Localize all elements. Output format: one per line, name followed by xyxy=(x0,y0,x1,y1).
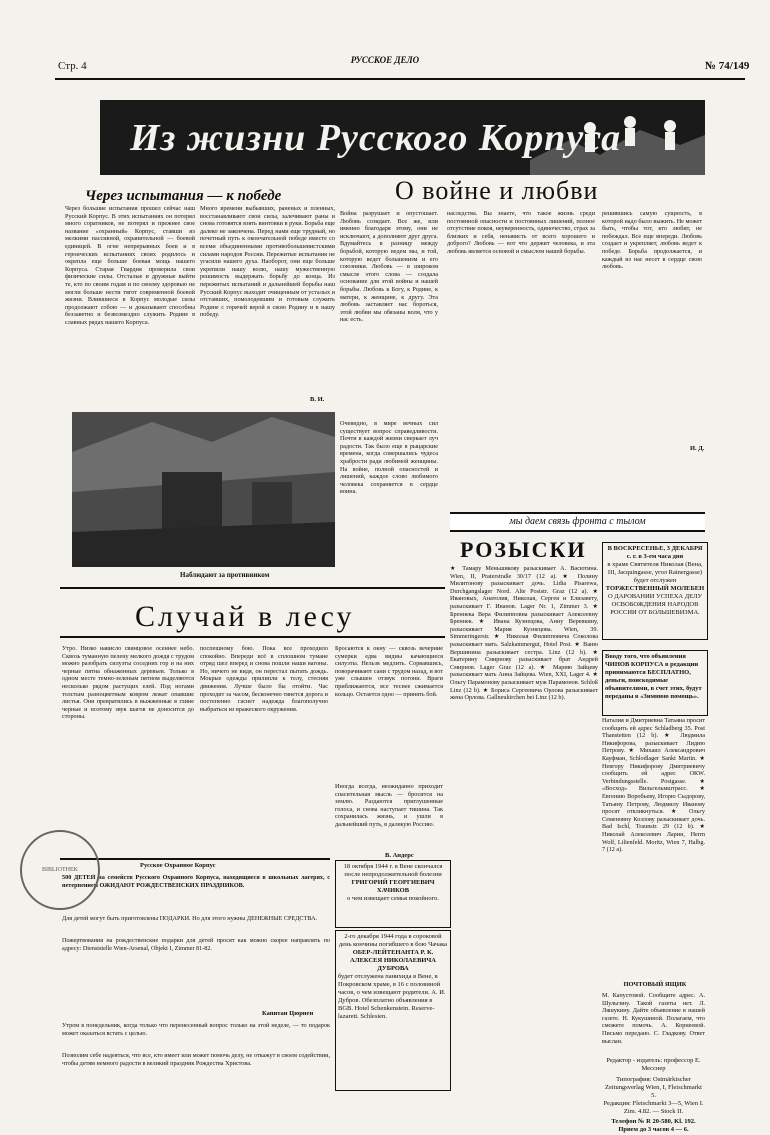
issue-number: № 74/149 xyxy=(705,60,750,72)
imprint-printer: Типография: Ostmärkischer Zeitungsverlag Wien, I, Fleischmarkt 5. xyxy=(605,1076,702,1099)
memorial-name: АЛЕКСЕЯ НИКОЛАЕВИЧА ДУБРОВА xyxy=(350,957,436,972)
service-notice xyxy=(602,542,708,640)
frontline-banner: мы даем связь фронта с тылом xyxy=(450,512,705,532)
article3-top-rule xyxy=(60,587,445,589)
article1-col2: Много времени выбывших, раненых и пленных, восстанавливают свои силы, залечивают раны и снова готовятся взять винтовки в руки. Борьба еще далеко не закончена. Перед нами еще трудный, но почетный путь к окончательной победе вместе со всеми объединенными противобольшевистскими силами народов России. Пережитые испытания не угасили нашего духа. Наоборот, они еще больше укрепили нашу волю, нашу мужественную решимость выдержать борьбу до конца. Из пережитых испытаний и дальнейшей борьбы наш Русский Корпус выходит очищенным от усталых и отставших, помолодевшим и готовым служить Родине с горячей верой в свою Родину и в нашу победу. xyxy=(200,205,335,319)
article2-col4: решившись самую сущность, в которой надо было выжить. Не может быть, чтобы тот, кто любит, не побеждал. Все еще впереди. Любовь создает и укрепляет, любовь ведет к победе. Борьба продолжается, и каждый из нас несет в сердце свою любовь. xyxy=(602,210,702,271)
article3-title: Случай в лесу xyxy=(135,600,355,633)
article3-signature: В. Андерс xyxy=(385,852,414,859)
photo-image xyxy=(72,412,335,567)
article1-signature: В. И. xyxy=(310,396,325,403)
library-stamp: BIBLIOTHEK xyxy=(20,830,100,910)
article3-col4: Иногда всегда, неожиданно приходит спасительная мысль — бросится на землю. Раздаются приглушенные голоса, и снова наступает тишина. Так сохранилась жизнь, и ушли в дальнейший путь, в далекую Россию. xyxy=(335,783,443,828)
service-line4: ТОРЖЕСТВЕННЫЙ МОЛЕБЕН xyxy=(605,585,705,592)
right-ads: Наталия и Дмитриевна Татьяна просит сообщить ей адрес Schladberg 35. Post Thanstetten (12 b). ★ Людмила Никифорова, разыскивает Лидию Петрову. ★ Михаил Александрович Кауфман, Schlodlager Sankt Martin. ★ Невгору Никифорову Дмитриевичу сообщить ей адрес ОКW. Verbindungsstelle. Postgasse. ★ «Восход» Вильгельмштрасс. ★ Евгению Воробьеву, Игорю Сыдорову, Татьяну Петрову, Людмилу Иванову просят откликнуться. ★ Ольгу Семеновну Козлову разыскивает дочь. Bad Ischl, Traunstr. 29 (12 b). ★ Николай Алексеевич Ларин, Herrn Wolf, Lilienfeld. Moritz, Wien 7, Halbg. 7 (12 a). xyxy=(602,717,705,854)
section-banner xyxy=(100,100,705,175)
article2-title: О войне и любви xyxy=(395,176,599,205)
photo-caption: Наблюдают за противником xyxy=(180,571,270,579)
rozyski-text: ★ Тамару Меньшикову разыскивает А. Васютина. Wien, II, Praterstraße 30/17 (12 a). ★ Полину Милитонову разыскивает дочь. Lidia Pisarewa, Durchgangslager Nord. Alte Poststr. Graz (12 a). ★ Ивановых, Анатолия, Николая, Сергея и Елизавету, разыскивает Г. Иванов. Lager Nr. 1, Zimmer 3. ★ Бреннека Вера Филипповна разыскивает Алексеевну Бреннек. ★ Ивана Кузнецова, Анну Веревкину, разыскивает Мария Кузнецова. Wien, 39. Simmeringerstr. ★ Николая Филипповича Соколова разыскивает мать. Salzkammergut, Hotel Post. ★ Ваню Вершинина разыскивает сестра. Linz (12 b). ★ Екатерину Смирнову разыскивает брат Андрей Смирнов. Lager Graz (12 a). ★ Марию Зайцеву разыскивает мать Анна Зайцева. Wien, XXI, Lager 4. ★ Ольгу Парамонову разыскивает муж Парамонов. Schloß Linz (12 b). ★ Бориса Сергеевича Орлова разыскивает жена Орлова. Gallneukirchen bei Linz (12 b). xyxy=(450,565,598,702)
memorial-line1: 2-го декабря 1944 года в сороковой день кончины погибшего в бою Чачака xyxy=(338,933,448,948)
memorial-line2: будет отслужена панихида в Вене, в Покровском храме, в 16 с половиной часов, о чем извещают родители. А. И. Дубров. Обезплатно объявления в ВGВ. Hotel Schenkenstein. Reserve-lazarett. Schlesien. xyxy=(338,973,446,1020)
service-line2: в храме Святителя Николая (Вена, III, Jacquingasse, угол Rainergasse) xyxy=(607,561,703,576)
orphans-item3: Утром в понедельник, когда только что перенесенный вопрос только на этой неделе, — то подарок может оказаться встать с целью. xyxy=(62,1022,330,1037)
header-rule xyxy=(55,78,745,80)
article2-signature: И. Д. xyxy=(690,445,705,452)
article3-bottom-rule xyxy=(60,636,445,638)
page-number: Стр. 4 xyxy=(58,60,87,72)
article3-col2: поспешному бою. Пока все проходило спокойно. Впереди всё в сплошном тумане отряд шел вперед и снова пошли наши вагоны. Но, ничего не видя, он перестал пытать дождь. Мокрые одежды прилипли к телу, стесняя движения. Лучше было бы отойти. Час проходит за часом, бесконечно тянется дорога и постепенно гаснет надежда благополучно выбраться из вражеского окружения. xyxy=(200,645,328,713)
free-ads-notice: Вводу того, что объявления ЧИНОВ КОРПУСА в редакции принимаются БЕСПЛАТНО, деньги, поискодимые объявителями, в счет этих, будут переданы в «Зимнюю помощь». xyxy=(602,650,708,716)
service-line1: В ВОСКРЕСЕНЬЕ, 3 ДЕКАБРЯ с. г. в 3-ем часа дня xyxy=(607,545,703,560)
article3-col3: Бросаются к окну — сквозь вечерние сумерки едва видны качающиеся силуэты. Нельзя медлить. Сорвавшись, поворачивают сани с трудом назад, и вот уже слышен отзвук погони. Враги приближаются, все теснее сжимается кольцо. Остается одно — принять бой. xyxy=(335,645,443,698)
imprint-editor: Редактор - издатель: профессор Е. Месснер xyxy=(606,1057,701,1072)
imprint-redaction: Редакция: Fleischmarkt 3—5, Wien I. Zim. 4.82. — Stock II. xyxy=(603,1100,704,1115)
article1-col1: Через большие испытания прошел сейчас наш Русский Корпус. В этих испытаниях он потерял много соратников, не потерял и прежнее свое название «охранный» Корпус, ставши из мелкими пассивной, охранительной — боевой единицей. В огне непрерывных боев и в героических испытаниях своих родилось и окрепла еще больше боевая мощь нашего Корпуса. Старая Гвардия проверила свои физические силы. Отсталые и дружные выйти те, кто по своим годам и по своему здоровью не могли больше нести тягот современной боевой жизни. Влившиеся в Корпус молодые силы продолжают собою — и доказывают способны беззаветно и безвозмездно служить Родине в славных рядах нашего Корпуса. xyxy=(65,205,195,326)
orphans-signature: Капитан Цюрнен xyxy=(262,1010,314,1017)
service-line3: будет отслужен xyxy=(633,577,677,584)
orphans-item1: Для детей могут быть приготовлены ПОДАРКИ. Но для этого нужны ДЕНЕЖНЫЕ СРЕДСТВА. xyxy=(62,915,318,922)
imprint-license: Телефон № R 20-580, Kl. 192. Прием до 3 часов 4 — 6. xyxy=(611,1118,696,1133)
service-line5: О ДАРОВАНИИ УСПЕХА ДЕЛУ ОСВОБОЖДЕНИЯ НАРОДОВ РОССИИ ОТ БОЛЬШЕВИЗМА. xyxy=(607,593,703,616)
postbox-title: ПОЧТОВЫЙ ЯЩИК xyxy=(623,981,687,988)
newspaper-logo: РУССКОЕ ДЕЛО xyxy=(350,55,420,65)
memorial-notice xyxy=(335,930,451,1091)
article2-col3: наследства. Вы знаете, что такое жизнь среди постоянной опасности и постоянных лишений, полное отсутствие покоя, неуверенность, одиночество, страх за близких и себя, ненависть от всего хорошего и доброго? Любовь — вот что держит человека, и эта любовь является основой и смыслом нашей борьбы. xyxy=(447,210,595,255)
orphans-item2: Пожертвования на рождественские подарки для детей просят как можно скорее направлять по адресу: Dienststelle Wien-Arsenal, Objekt I, Zimmer 81-82. xyxy=(62,937,330,952)
postbox-text: М. Капустовой. Сообщите адрес. А. Шульгину. Такой газеты нет. Л. Ляшукину. Дайте объявление в нашей газете. Н. Кукушиной. Полагаем, что сможете помочь. А. Корнеевой. Письмо передано. С. Гладкову. Ответ выслан. xyxy=(602,992,705,1045)
obituary-name: ГРИГОРИЙ ГЕОРГИЕВИЧ ХАЧИКОВ xyxy=(351,879,435,894)
article3-col1: Утро. Низко нависло свинцовое осеннее небо. Сквозь туманную пелену мелкого дождя с трудом можно разобрать силуэты соседних гор и на них черные пятна обнаженных деревьев. Только в одном месте темно-зеленым пятном выделяются несколько рядом растущих елей. Под ногами толстым разноцветным ковром лежат опавшие листья. Они превратились в выжженные в глине черные и поэтому звук шагов не доносится до стороны. xyxy=(62,645,194,721)
orphans-item4: Позволим себе надеяться, что все, кто имеет или может помочь делу, не откажут в своем содействии, чтобы детям немного радости в великий праздник Рождества Христова. xyxy=(62,1052,330,1067)
memorial-rank: ОБЕР-ЛЕЙТЕНАНТА Р. К. xyxy=(352,949,434,956)
article2-col1: Война разрушает и опустошает. Любовь созидает. Все же, или именно благодаря этому, они не исключают, а дополняют друг друга. Вдумайтесь в разницу между борьбой, которую ведем мы, и той, которую ведет большевизм и его союзники. Любовь — в широком смысле этого слова — создала основание для этой войны и нашей борьбы. Любовь к Богу, к Родине, к матери, к женщине, к другу. Эта любовь заставляет нас бороться, этой любви мы обязаны всем, что у нас есть. xyxy=(340,210,438,324)
article2-col2: Очевидно, в мире вечных сил существует вопрос справедливости. Почти в каждой жизни сверкает луч радости. Так было еще в рыцарские времена, когда совершались чудеса храбрости ради любимой женщины. На войне, полной опасностей и лишений, каждое слово любимого человека сохраняется в сердце воина. xyxy=(340,420,438,496)
obituary-notice xyxy=(335,860,451,928)
soldiers-photo xyxy=(72,412,335,567)
orphans-intro: 500 ДЕТЕЙ на семейств Русского Охранного Корпуса, находящиеся в школьных лагерях, с нетерпением ОЖИДАЮТ РОЖДЕСТВЕНСКИХ ПРАЗДНИКОВ. xyxy=(62,874,330,889)
banner-title: Из жизни Русского Корпуса xyxy=(130,117,622,159)
obituary-line2: о чем извещает семья покойного. xyxy=(347,895,439,902)
article1-title: Через испытания — к победе xyxy=(85,188,282,204)
rozyski-title: РОЗЫСКИ xyxy=(460,537,587,562)
orphans-rule xyxy=(60,858,330,860)
orphans-title: Русское Охранное Корпус xyxy=(140,862,216,869)
obituary-line1: 18 октября 1944 г. в Вене скончался после непродолжительной болезни xyxy=(343,863,443,878)
